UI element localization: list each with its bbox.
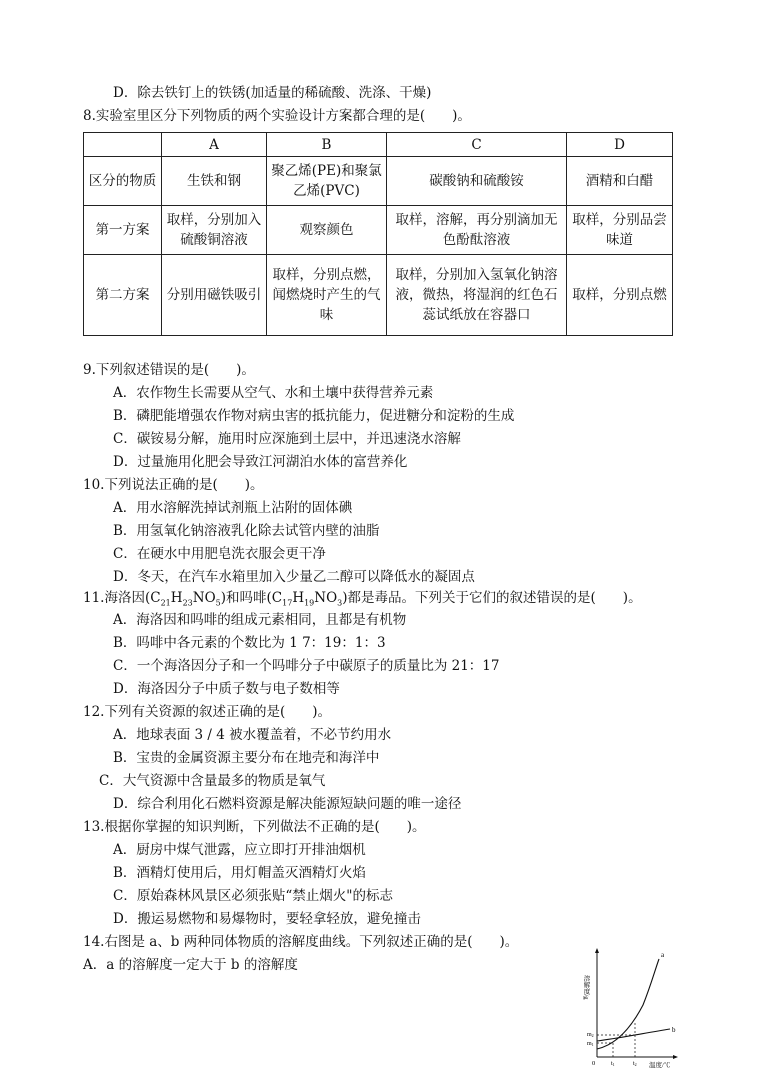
row-label: 第二方案: [84, 255, 162, 336]
header-cell-a: A: [162, 133, 267, 157]
header-cell-empty: [84, 133, 162, 157]
q11-stem-suffix: )都是毒品。下列关于它们的叙述错误的是( )。: [342, 590, 642, 606]
formula-element: NO: [314, 590, 338, 606]
morphine-formula: [272, 590, 342, 606]
x-axis-label: 温度/℃: [649, 1062, 671, 1069]
m1-label: m1: [587, 1041, 594, 1047]
header-cell-b: B: [267, 133, 387, 157]
heroin-formula: [150, 590, 220, 606]
q12-option-c: C．大气资源中含量最多的物质是氧气: [99, 773, 326, 789]
table-cell: 取样，分别加入氢氧化钠溶液，微热，将湿润的红色石蕊试纸放在容器口: [387, 255, 567, 336]
table-cell: 取样，分别点燃: [567, 255, 673, 336]
q13-option-c: C．原始森林风景区必须张贴“禁止烟火"的标志: [113, 888, 393, 904]
table-cell: 酒精和白醋: [567, 157, 673, 206]
formula-subscript: 17: [282, 598, 293, 608]
y-axis-arrow: [595, 948, 599, 953]
q13-option-d: D．搬运易燃物和易爆物时，要轻拿轻放，避免撞击: [113, 911, 421, 927]
formula-subscript: 23: [182, 598, 193, 608]
q12-option-b: B．宝贵的金属资源主要分布在地壳和海洋中: [113, 750, 380, 766]
q11-option-b: B．吗啡中各元素的个数比为 1 7：19：1：3: [113, 635, 386, 651]
table-header-row: [84, 133, 673, 157]
q10-option-c: C．在硬水中用肥皂洗衣服会更干净: [113, 546, 326, 562]
table-row-plan-two: [84, 255, 673, 336]
curve-a-label: a: [661, 951, 665, 959]
formula-element: NO: [192, 590, 216, 606]
q11-option-c: C．一个海洛因分子和一个吗啡分子中碳原子的质量比为 21：17: [113, 658, 500, 674]
q9-option-b: B．磷肥能增强农作物对病虫害的抵抗能力，促进糖分和淀粉的生成: [113, 408, 515, 424]
q10-option-b: B．用氢氧化钠溶液乳化除去试管内壁的油脂: [113, 523, 380, 539]
curve-a: [597, 959, 659, 1049]
table-cell: 取样，分别品尝味道: [567, 206, 673, 255]
t1-label: t1: [611, 1061, 615, 1067]
table-cell: 分别用磁铁吸引: [162, 255, 267, 336]
row-label: 第一方案: [84, 206, 162, 255]
m2-label: m2: [587, 1032, 594, 1038]
q11-stem: [83, 589, 642, 613]
q13-stem: 13.根据你掌握的知识判断，下列做法不正确的是( )。: [83, 819, 426, 835]
q8-table: [83, 132, 673, 336]
formula-element: C: [150, 590, 161, 606]
table-cell: 碳酸钠和硫酸铵: [387, 157, 567, 206]
formula-element: H: [170, 590, 183, 606]
table-cell: 取样，分别加入硫酸铜溶液: [162, 206, 267, 255]
q9-stem: 9.下列叙述错误的是( )。: [83, 362, 255, 378]
table-cell: 取样，分别点燃，闻燃烧时产生的气味: [267, 255, 387, 336]
table-cell: 聚乙烯(PE)和聚氯乙烯(PVC): [267, 157, 387, 206]
table-cell: 观察颜色: [267, 206, 387, 255]
header-cell-c: C: [387, 133, 567, 157]
q9-option-c: C．碳铵易分解，施用时应深施到土层中，并迅速浇水溶解: [113, 431, 461, 447]
formula-element: H: [292, 590, 305, 606]
q13-option-b: B．酒精灯使用后，用灯帽盖灭酒精灯火焰: [113, 865, 366, 881]
q7-option-d: D．除去铁钉上的铁锈(加适量的稀硫酸、洗涤、干燥): [113, 85, 432, 101]
q10-stem: 10.下列说法正确的是( )。: [83, 477, 264, 493]
formula-subscript: 21: [160, 598, 171, 608]
formula-subscript: 3: [337, 598, 343, 608]
q12-stem: 12.下列有关资源的叙述正确的是( )。: [83, 704, 332, 720]
q11-option-a: A．海洛因和吗啡的组成元素相同，且都是有机物: [113, 612, 407, 628]
formula-subscript: 5: [215, 598, 221, 608]
formula-element: C: [271, 590, 283, 606]
y-axis-label: 溶解度/g: [582, 975, 590, 1000]
origin-label: 0: [592, 1060, 596, 1067]
q14-option-a: A．a 的溶解度一定大于 b 的溶解度: [83, 957, 298, 973]
q9-option-a: A．农作物生长需要从空气、水和土壤中获得营养元素: [113, 385, 434, 401]
formula-subscript: 19: [304, 598, 315, 608]
t2-label: t2: [633, 1061, 637, 1067]
row-label: 区分的物质: [84, 157, 162, 206]
curve-b-label: b: [672, 1026, 676, 1034]
q9-option-d: D．过量施用化肥会导致江河湖泊水体的富营养化: [113, 454, 408, 470]
table-cell: 生铁和钢: [162, 157, 267, 206]
x-axis-arrow: [673, 1055, 678, 1059]
table-row-substances: [84, 157, 673, 206]
q13-option-a: A．厨房中煤气泄露，应立即打开排油烟机: [113, 842, 366, 858]
q10-option-d: D．冬天，在汽车水箱里加入少量乙二醇可以降低水的凝固点: [113, 569, 475, 585]
table-cell: 取样，溶解，再分别滴加无色酚酞溶液: [387, 206, 567, 255]
q14-stem: 14.右图是 a、b 两种同体物质的溶解度曲线。下列叙述正确的是( )。: [83, 934, 519, 950]
q11-stem-mid: )和吗啡(: [220, 590, 272, 606]
solubility-curve-figure: [575, 945, 685, 1070]
q8-stem: 8.实验室里区分下列物质的两个实验设计方案都合理的是( )。: [83, 108, 471, 124]
header-cell-d: D: [567, 133, 673, 157]
q11-option-d: D．海洛因分子中质子数与电子数相等: [113, 681, 340, 697]
q12-option-a: A．地球表面 3 / 4 被水覆盖着，不必节约用水: [113, 727, 392, 743]
q10-option-a: A．用水溶解洗掉试剂瓶上沾附的固体碘: [113, 500, 353, 516]
q12-option-d: D．综合利用化石燃料资源是解决能源短缺问题的唯一途径: [113, 796, 462, 812]
q11-stem-prefix: 11.海洛因(: [83, 590, 151, 606]
table-row-plan-one: [84, 206, 673, 255]
